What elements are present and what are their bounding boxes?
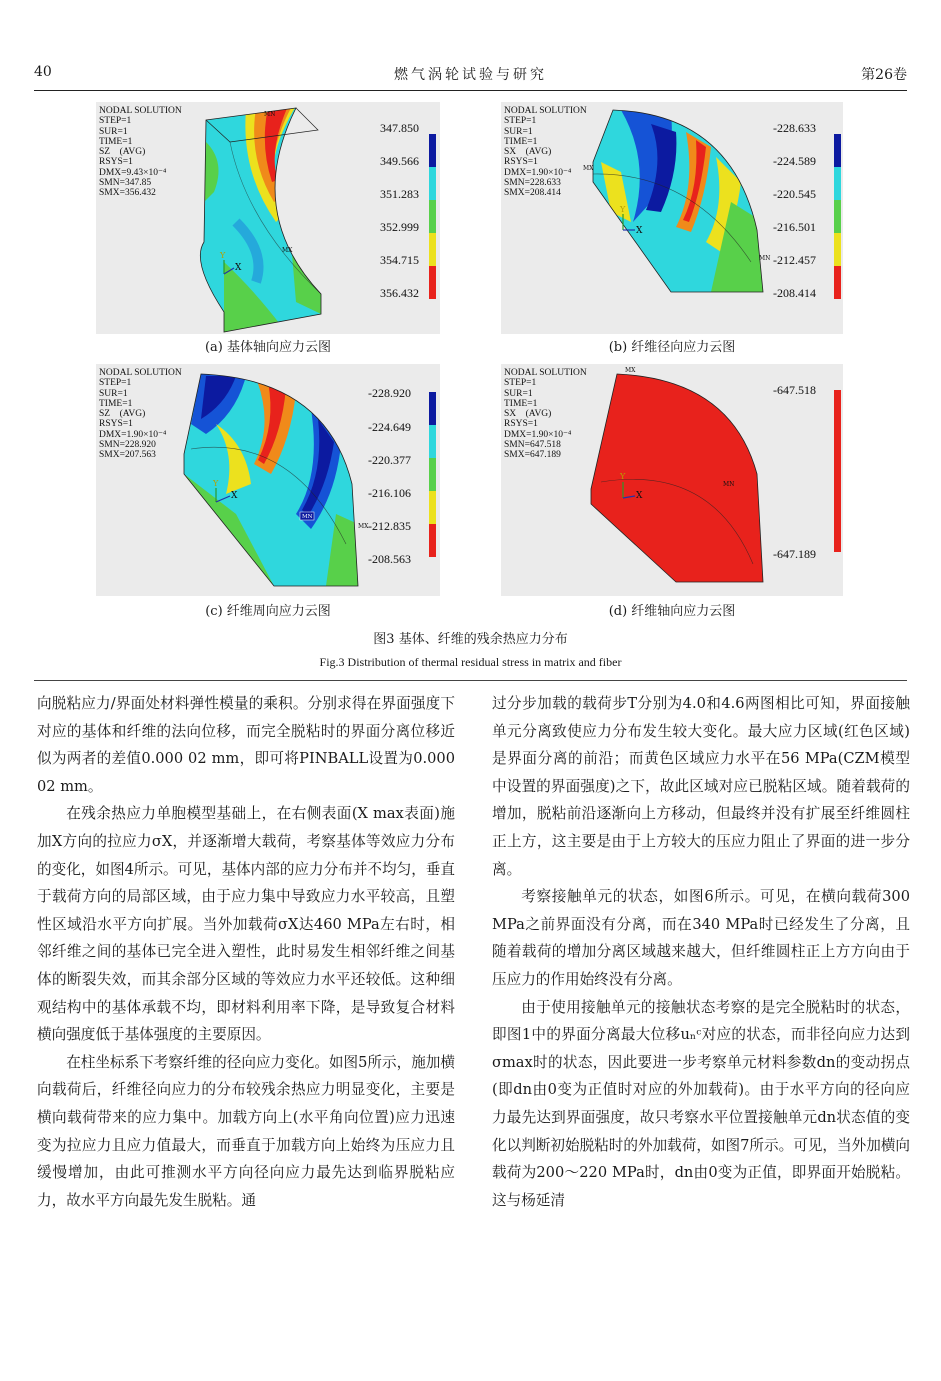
panel-a-colorbar-tick: 354.715 — [380, 253, 419, 267]
panel-c-colorbar — [429, 392, 436, 557]
panel-a-colorbar-tick: 351.283 — [380, 187, 419, 201]
panel-d-colorbar — [834, 390, 841, 552]
svg-text:X: X — [235, 263, 242, 273]
panel-a-caption: (a) 基体轴向应力云图 — [204, 340, 332, 355]
page-number: 40 — [34, 64, 52, 80]
panel-d-mn-marker: MN — [723, 481, 735, 488]
panel-d-colorbar-tick: -647.189 — [773, 547, 816, 561]
panel-d-mx-marker: MX — [625, 367, 636, 374]
panel-b-colorbar-tick: -212.457 — [773, 253, 816, 267]
panel-c-colorbar-tick: -216.106 — [368, 486, 411, 500]
svg-text:X: X — [636, 491, 643, 501]
figure-caption-en: Fig.3 Distribution of thermal residual stress in matrix and fiber — [319, 655, 622, 669]
caption-divider — [34, 680, 907, 681]
paragraph: 在柱坐标系下考察纤维的径向应力变化。如图5所示，施加横向载荷后，纤维径向应力的分布较残余热应力明显变化，主要是横向载荷带来的应力集中。加载方向上(水平角向位置)应力迅速变为拉应力且应力值最大，而垂直于加载方向上始终为压应力且缓慢增加，由此可推测水平方向径向应力最先达到临界脱粘应力，故水平方向最先发生脱粘。通 — [37, 1053, 455, 1209]
paragraph: 在残余热应力单胞模型基础上，在右侧表面(X max表面)施加X方向的拉应力σX，并逐渐增大载荷，考察基体等效应力分布的变化，如图4所示。可见，基体内部的应力分布并不均匀，垂直于载荷方向的局部区域，由于应力集中导致应力水平较高，且塑性区域沿水平方向扩展。当外加载荷σX达460 MPa左右时，相邻纤维之间的基体已完全进入塑性，此时易发生相邻纤维之间基体的断裂失效，而其余部分区域的等效应力水平还较低。这种细观结构中的基体承载不均，即材料利用率下降，是导致复合材料横向强度低于基体强度的主要原因。 — [37, 805, 455, 1044]
svg-text:MN: MN — [302, 514, 313, 520]
paragraph: 过分步加载的载荷步T分别为4.0和4.6两图相比可知，界面接触单元分离致使应力分布发生较大变化。最大应力区域(红色区域)是界面分离的前沿；而黄色区域应力水平在56 MPa(CZM模型中设置的界面强度)之下，故此区域对应已脱粘区域。随着载荷的增加，脱粘前沿逐渐向上方移动，但最终并没有扩展至纤维圆柱正上方，这主要是由于上方较大的压应力阻止了界面的进一步分离。 — [492, 695, 910, 878]
panel-a-info: NODAL SOLUTION STEP=1 SUR=1 TIME=1 SZ (AVG) RSYS=1 DMX=9.43×10⁻⁴ SMN=347.85 SMX=356.432 — [99, 106, 182, 199]
panel-a-colorbar-tick: 352.999 — [380, 220, 419, 234]
panel-b-colorbar-tick: -224.589 — [773, 154, 816, 168]
panel-c-colorbar-tick: -212.835 — [368, 519, 411, 533]
panel-c-caption: (c) 纤维周向应力云图 — [205, 604, 331, 619]
svg-text:X: X — [636, 226, 643, 236]
paragraph: 向脱粘应力/界面处材料弹性模量的乘积。分别求得在界面强度下对应的基体和纤维的法向位移，而完全脱粘时的界面分离位移近似为两者的差值0.000 02 mm，即可将PINBALL设置为0.000 02 mm。 — [37, 695, 455, 795]
panel-d-colorbar-tick: -647.518 — [773, 383, 816, 397]
panel-b-colorbar-tick: -228.633 — [773, 121, 816, 135]
panel-b-mx-marker: MX — [583, 165, 594, 172]
panel-b-caption: (b) 纤维径向应力云图 — [608, 340, 736, 355]
figure-caption-cn: 图3 基体、纤维的残余热应力分布 — [373, 632, 568, 647]
svg-text:Y: Y — [220, 251, 226, 260]
paragraph: 考察接触单元的状态，如图6所示。可见，在横向载荷300 MPa之前界面没有分离，而在340 MPa时已经发生了分离，且随着载荷的增加分离区域越来越大，但纤维圆柱正上方方向由于压应力的作用始终没有分离。 — [492, 888, 910, 988]
panel-c-mx-marker: MX — [358, 523, 369, 530]
svg-text:Y: Y — [620, 472, 626, 481]
panel-b-colorbar-tick: -216.501 — [773, 220, 816, 234]
svg-text:X: X — [231, 491, 238, 501]
svg-text:Y: Y — [213, 479, 219, 488]
header-rule — [34, 90, 907, 91]
panel-c-info: NODAL SOLUTION STEP=1 SUR=1 TIME=1 SZ (AVG) RSYS=1 DMX=1.90×10⁻⁴ SMN=228.920 SMX=207.563 — [99, 368, 182, 461]
panel-c-colorbar-tick: -208.563 — [368, 552, 411, 566]
panel-d-info: NODAL SOLUTION STEP=1 SUR=1 TIME=1 SX (AVG) RSYS=1 DMX=1.90×10⁻⁴ SMN=647.518 SMX=647.189 — [504, 368, 587, 461]
panel-a-colorbar-tick: 356.432 — [380, 286, 419, 300]
body-column-right — [492, 690, 910, 1214]
panel-a-colorbar-tick: 349.566 — [380, 154, 419, 168]
panel-c-colorbar-tick: -228.920 — [368, 386, 411, 400]
panel-b-colorbar-tick: -208.414 — [773, 286, 816, 300]
panel-a-colorbar — [429, 134, 436, 299]
paragraph: 由于使用接触单元的接触状态考察的是完全脱粘时的状态，即图1中的界面分离最大位移uₙᶜ对应的状态，而非径向应力达到σmax时的状态，因此要进一步考察单元材料参数dn的变动拐点(即dn由0变为正值时对应的外加载荷)。由于水平方向的径向应力最先达到界面强度，故只考察水平位置接触单元dn状态值的变化以判断初始脱粘时的外加载荷，如图7所示。可见，当外加横向载荷为200～220 MPa时，dn由0变为正值，即界面开始脱粘。这与杨延清 — [492, 998, 910, 1209]
panel-b-mn-marker: MN — [759, 255, 771, 262]
svg-text:Y: Y — [620, 205, 626, 214]
panel-a-mn-marker: MN — [264, 111, 276, 118]
panel-a-mx-marker: MX — [282, 247, 293, 254]
panel-a-colorbar-tick: 347.850 — [380, 121, 419, 135]
panel-d-caption: (d) 纤维轴向应力云图 — [608, 604, 736, 619]
panel-b-colorbar — [834, 134, 841, 299]
panel-d — [501, 364, 843, 596]
panel-c-colorbar-tick: -224.649 — [368, 420, 411, 434]
body-column-left — [37, 690, 455, 1214]
panel-c-colorbar-tick: -220.377 — [368, 453, 411, 467]
panel-a — [96, 102, 440, 334]
running-header — [34, 64, 907, 88]
panel-b — [501, 102, 843, 334]
volume-label: 第26卷 — [861, 67, 907, 83]
panel-b-info: NODAL SOLUTION STEP=1 SUR=1 TIME=1 SX (AVG) RSYS=1 DMX=1.90×10⁻⁴ SMN=228.633 SMX=208.414 — [504, 106, 587, 199]
journal-title: 燃气涡轮试验与研究 — [394, 67, 547, 83]
panel-b-colorbar-tick: -220.545 — [773, 187, 816, 201]
panel-c — [96, 364, 440, 596]
